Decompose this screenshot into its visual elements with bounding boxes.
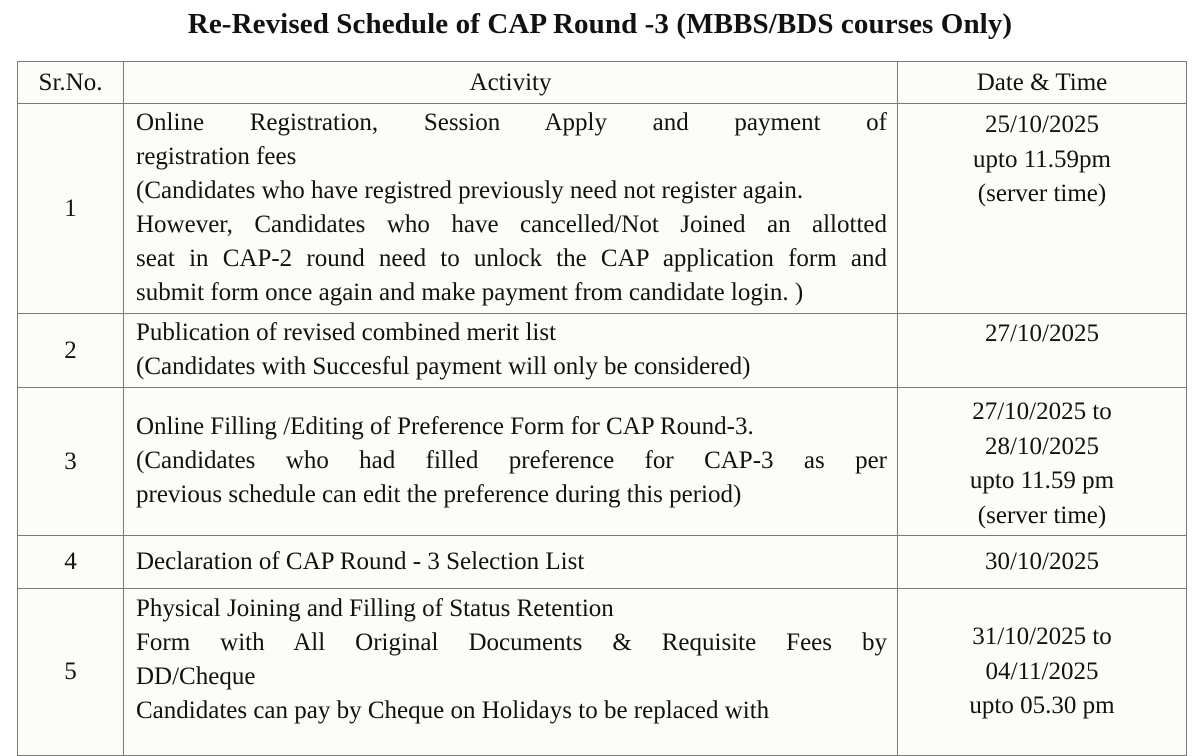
activity-line: Form with All Original Documents & Requisite Fees by: [136, 629, 887, 656]
cell-sr-no: 4: [18, 536, 124, 589]
cell-date-time: [898, 314, 1187, 388]
table-row: [18, 314, 1187, 388]
activity-line: DD/Cheque: [136, 663, 256, 690]
cell-sr-no: 3: [18, 388, 124, 536]
cell-sr-no: 2: [18, 314, 124, 388]
activity-line: Declaration of CAP Round - 3 Selection List: [136, 547, 585, 575]
activity-line: Publication of revised combined merit list: [136, 319, 557, 346]
activity-line: Online Registration, Session Apply and payment of: [136, 109, 887, 136]
activity-line: (Candidates who have registred previously need not register again.: [136, 177, 804, 204]
cell-date-time: [898, 589, 1187, 756]
date-line: 30/10/2025: [985, 547, 1099, 575]
table-body: [18, 104, 1187, 756]
date-line: (server time): [977, 180, 1107, 207]
table-row: [18, 104, 1187, 314]
date-line: 25/10/2025: [985, 111, 1099, 138]
date-line: upto 05.30 pm: [969, 692, 1115, 720]
cell-activity: [124, 589, 898, 756]
cell-date-time: [898, 388, 1187, 536]
table-header: [18, 62, 1187, 104]
cell-date-time: [898, 104, 1187, 314]
cell-sr-no: 1: [18, 104, 124, 314]
activity-line: Online Filling /Editing of Preference Form for CAP Round-3.: [136, 413, 754, 440]
column-header-sr-no: Sr.No.: [18, 62, 124, 104]
activity-line: However, Candidates who have cancelled/Not Joined an allotted: [136, 211, 887, 238]
column-header-activity: Activity: [124, 62, 898, 104]
table-row: [18, 589, 1187, 756]
date-line: 27/10/2025: [985, 320, 1099, 347]
cell-date-time: [898, 536, 1187, 589]
activity-line: seat in CAP-2 round need to unlock the CAP application form and: [136, 245, 887, 272]
date-line: 31/10/2025 to: [972, 623, 1112, 651]
date-line: upto 11.59pm: [973, 145, 1111, 173]
activity-line: submit form once again and make payment from candidate login. ): [136, 279, 804, 306]
date-line: 04/11/2025: [985, 657, 1099, 685]
activity-line: Candidates can pay by Cheque on Holidays to be replaced with: [136, 697, 770, 724]
date-line: 27/10/2025 to: [972, 398, 1112, 425]
cell-sr-no: 5: [18, 589, 124, 756]
table-row: [18, 536, 1187, 589]
column-header-date-time: Date & Time: [898, 62, 1187, 104]
date-line: (server time): [977, 501, 1107, 529]
cell-activity: [124, 314, 898, 388]
table-row: [18, 388, 1187, 536]
activity-line: previous schedule can edit the preference during this period): [136, 481, 742, 508]
date-line: upto 11.59 pm: [969, 467, 1115, 494]
activity-line: (Candidates who had filled preference for CAP-3 as per: [136, 447, 887, 474]
cell-activity: [124, 104, 898, 314]
date-line: 28/10/2025: [985, 432, 1099, 460]
page-title: Re-Revised Schedule of CAP Round -3 (MBBS/BDS courses Only): [187, 8, 1013, 40]
cap-round-3-schedule-table: [17, 61, 1187, 756]
table-header-row: [18, 62, 1187, 104]
cell-activity: [124, 536, 898, 589]
activity-line: registration fees: [136, 143, 297, 170]
cell-activity: [124, 388, 898, 536]
activity-line: Physical Joining and Filling of Status Retention: [136, 595, 614, 622]
activity-line: (Candidates with Succesful payment will only be considered): [136, 353, 751, 380]
